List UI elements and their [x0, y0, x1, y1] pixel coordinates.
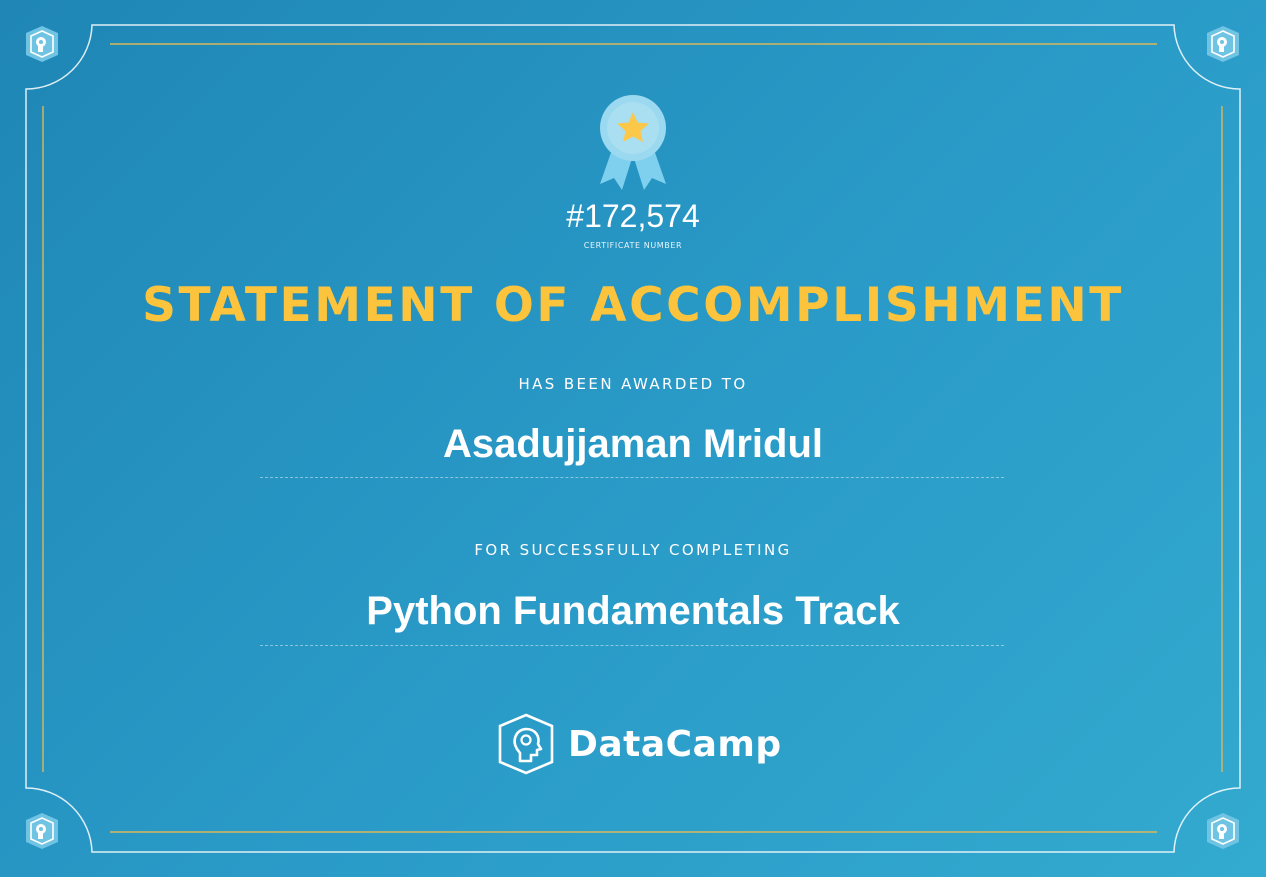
corner-datacamp-head-icon-bottom-right: [1206, 812, 1240, 850]
course-name: Python Fundamentals Track: [366, 589, 900, 633]
certificate-number: #172,574: [566, 198, 700, 234]
recipient-underline: [260, 477, 1004, 478]
ribbon-star-badge-icon: [592, 92, 674, 192]
course-underline: [260, 645, 1004, 646]
awarded-label: HAS BEEN AWARDED TO: [518, 375, 748, 393]
brand-logo: [498, 713, 782, 775]
brand-name: DataCamp: [568, 724, 782, 765]
certificate-number-label: CERTIFICATE NUMBER: [583, 241, 683, 250]
datacamp-head-icon: [498, 713, 554, 775]
completing-label: FOR SUCCESSFULLY COMPLETING: [474, 541, 792, 559]
corner-datacamp-head-icon-top-left: [25, 25, 59, 63]
corner-datacamp-head-icon-bottom-left: [25, 812, 59, 850]
certificate-title: STATEMENT OF ACCOMPLISHMENT: [142, 278, 1124, 333]
recipient-name: Asadujjaman Mridul: [442, 422, 824, 466]
corner-datacamp-head-icon-top-right: [1206, 25, 1240, 63]
